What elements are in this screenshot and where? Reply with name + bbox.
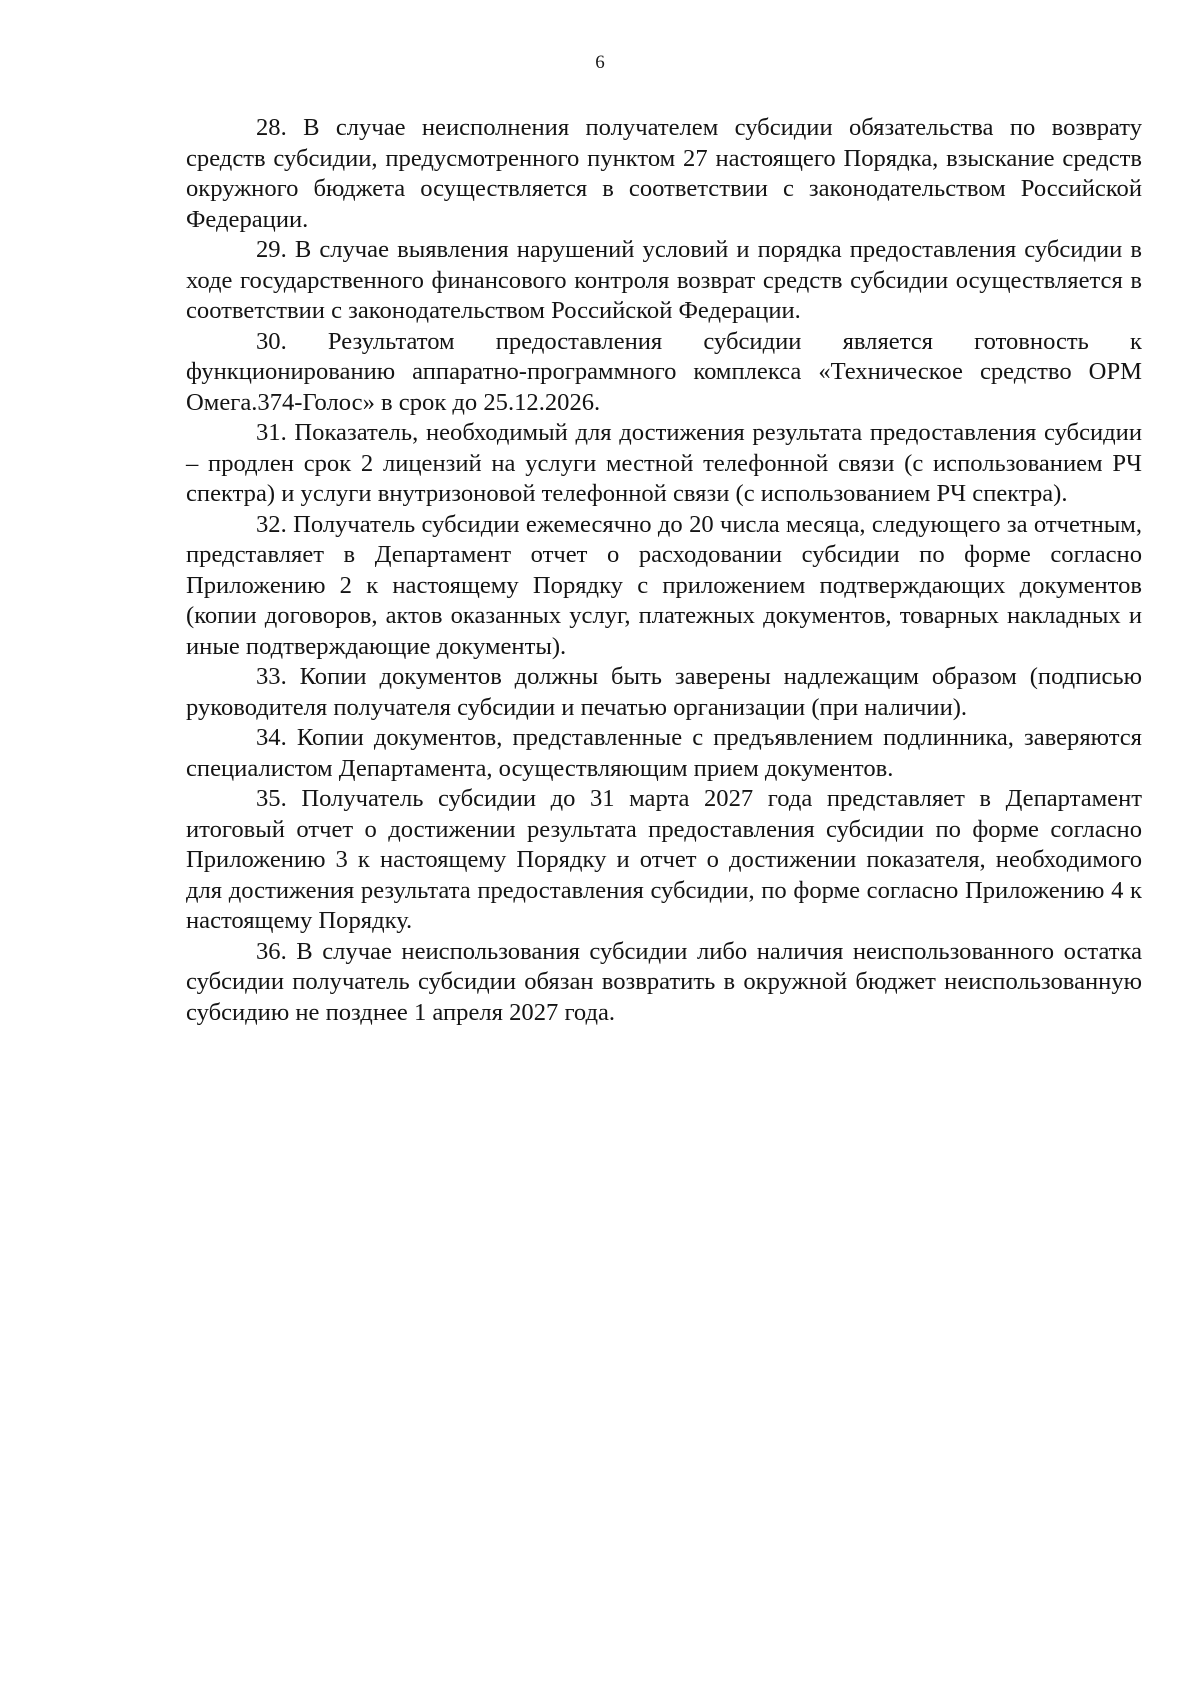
paragraph-32: 32. Получатель субсидии ежемесячно до 20 числа месяца, следующего за отчетным, представляет в Департамент отчет о расходовании субсидии по форме согласно Приложению 2 к настоящему Порядку с приложением подтверждающих документов (копии договоров, актов оказанных услуг, платежных документов, товарных накладных и иные подтверждающие документы).	[186, 510, 1142, 660]
document-body	[186, 113, 1142, 1028]
paragraph-31: 31. Показатель, необходимый для достижения результата предоставления субсидии – продлен срок 2 лицензий на услуги местной телефонной связи (с использованием РЧ спектра) и услуги внутризоновой телефонной связи (с использованием РЧ спектра).	[186, 419, 1142, 507]
paragraph-33: 33. Копии документов должны быть заверены надлежащим образом (подписью руководителя получателя субсидии и печатью организации (при наличии).	[186, 663, 1142, 721]
paragraph-36: 36. В случае неиспользования субсидии либо наличия неиспользованного остатка субсидии получатель субсидии обязан возвратить в окружной бюджет неиспользованную субсидию не позднее 1 апреля 2027 года.	[186, 937, 1142, 1026]
page-number: 6	[595, 52, 605, 73]
paragraph-34: 34. Копии документов, представленные с предъявлением подлинника, заверяются специалистом Департамента, осуществляющим прием документов.	[186, 724, 1142, 782]
paragraph-30: 30. Результатом предоставления субсидии является готовность к функционированию аппаратно-программного комплекса «Техническое средство ОРМ Омега.374-Голос» в срок до 25.12.2026.	[186, 327, 1142, 416]
paragraph-35: 35. Получатель субсидии до 31 марта 2027 года представляет в Департамент итоговый отчет о достижении результата предоставления субсидии по форме согласно Приложению 3 к настоящему Порядку и отчет о достижении показателя, необходимого для достижения результата предоставления субсидии, по форме согласно Приложению 4 к настоящему Порядку.	[186, 785, 1142, 934]
paragraph-29: 29. В случае выявления нарушений условий и порядка предоставления субсидии в ходе государственного финансового контроля возврат средств субсидии осуществляется в соответствии с законодательством Российской Федерации.	[186, 236, 1142, 324]
paragraph-28: 28. В случае неисполнения получателем субсидии обязательства по возврату средств субсидии, предусмотренного пунктом 27 настоящего Порядка, взыскание средств окружного бюджета осуществляется в соответствии с законодательством Российской Федерации.	[186, 114, 1142, 233]
